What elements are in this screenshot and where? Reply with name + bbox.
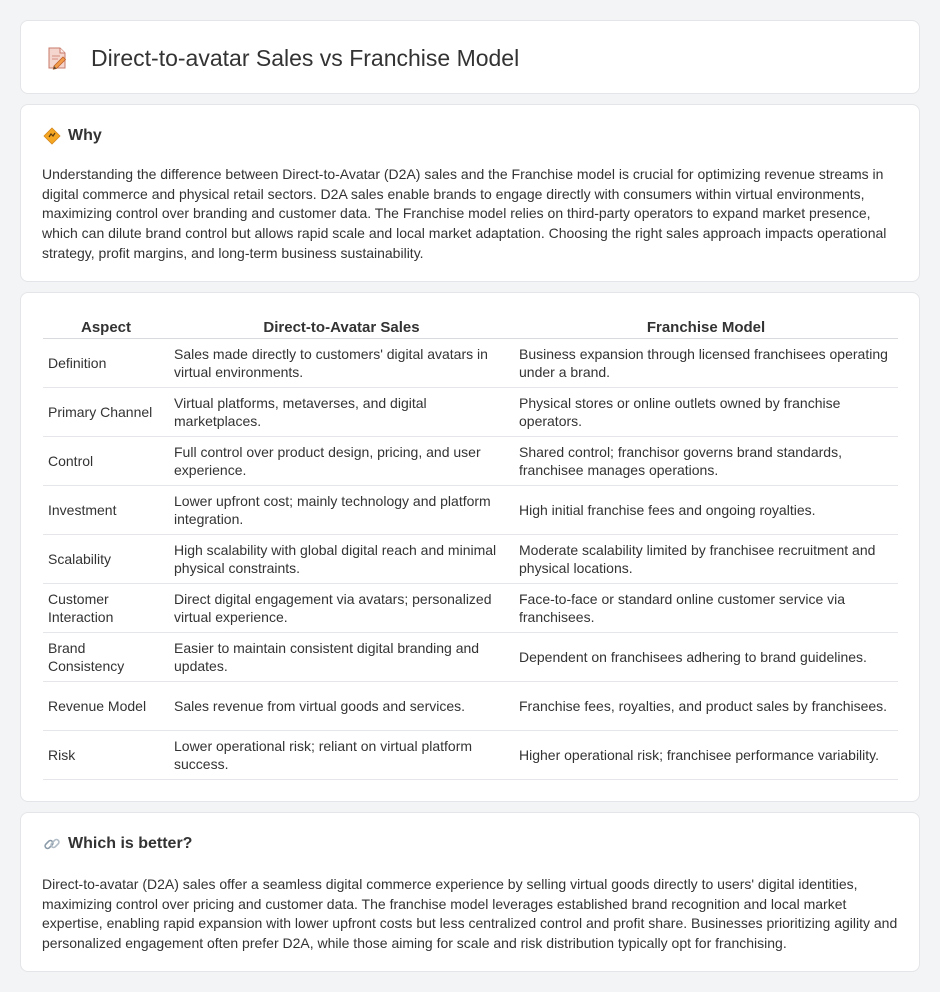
row-d2a: Easier to maintain consistent digital branding and updates. bbox=[169, 632, 514, 681]
row-franchise: Business expansion through licensed franchisees operating under a brand. bbox=[514, 338, 898, 387]
page-title: Direct-to-avatar Sales vs Franchise Model bbox=[91, 45, 520, 71]
why-heading: Why bbox=[68, 127, 102, 144]
row-aspect: Investment bbox=[43, 485, 169, 534]
table-header-row bbox=[43, 317, 898, 338]
table-row bbox=[43, 583, 898, 632]
row-d2a: Lower operational risk; reliant on virtual platform success. bbox=[169, 730, 514, 779]
why-text: Understanding the difference between Direct-to-Avatar (D2A) sales and the Franchise model is crucial for optimizing revenue streams in digital commerce and physical retail sectors. D2A sales enable brands to engage directly with consumers within virtual environments, maximizing control over branding and customer data. The Franchise model relies on third-party operators to expand market presence, which can dilute brand control but allows rapid scale and local market adaptation. Choosing the right sales approach impacts operational strategy, profit margins, and long-term business sustainability. bbox=[42, 166, 887, 261]
title-row bbox=[45, 43, 519, 73]
better-heading: Which is better? bbox=[68, 835, 193, 852]
table-row bbox=[43, 730, 898, 779]
row-aspect: Brand Consistency bbox=[43, 632, 169, 681]
table-row bbox=[43, 436, 898, 485]
row-franchise: Franchise fees, royalties, and product sales by franchisees. bbox=[514, 681, 898, 730]
better-text: Direct-to-avatar (D2A) sales offer a seamless digital commerce experience by selling virtual goods directly to users' digital identities, maximizing control over pricing and customer data. The franchise model leverages established brand recognition and local market expertise, enabling rapid expansion with lower upfront costs but less centralized control and profit share. Businesses prioritizing agility and personalized engagement often prefer D2A, while those aiming for scale and risk distribution typically opt for franchising. bbox=[42, 876, 898, 952]
comparison-card bbox=[20, 292, 920, 802]
table-row bbox=[43, 338, 898, 387]
row-franchise: High initial franchise fees and ongoing royalties. bbox=[514, 485, 898, 534]
why-card bbox=[20, 104, 920, 282]
link-icon bbox=[43, 835, 61, 853]
row-d2a: Full control over product design, pricing, and user experience. bbox=[169, 436, 514, 485]
better-header bbox=[43, 835, 192, 853]
why-header bbox=[43, 127, 102, 145]
header-franchise: Franchise Model bbox=[514, 317, 898, 338]
row-franchise: Moderate scalability limited by franchisee recruitment and physical locations. bbox=[514, 534, 898, 583]
row-aspect: Control bbox=[43, 436, 169, 485]
row-d2a: High scalability with global digital reach and minimal physical constraints. bbox=[169, 534, 514, 583]
better-card bbox=[20, 812, 920, 972]
row-franchise: Physical stores or online outlets owned by franchise operators. bbox=[514, 387, 898, 436]
header-d2a: Direct-to-Avatar Sales bbox=[169, 317, 514, 338]
row-d2a: Lower upfront cost; mainly technology and platform integration. bbox=[169, 485, 514, 534]
row-d2a: Sales revenue from virtual goods and services. bbox=[169, 681, 514, 730]
row-d2a: Virtual platforms, metaverses, and digital marketplaces. bbox=[169, 387, 514, 436]
table-row bbox=[43, 632, 898, 681]
table-row bbox=[43, 387, 898, 436]
row-franchise: Dependent on franchisees adhering to brand guidelines. bbox=[514, 632, 898, 681]
comparison-table bbox=[43, 317, 898, 780]
row-aspect: Primary Channel bbox=[43, 387, 169, 436]
row-franchise: Higher operational risk; franchisee performance variability. bbox=[514, 730, 898, 779]
row-aspect: Risk bbox=[43, 730, 169, 779]
row-franchise: Face-to-face or standard online customer service via franchisees. bbox=[514, 583, 898, 632]
diamond-sign-icon bbox=[43, 127, 61, 145]
row-aspect: Revenue Model bbox=[43, 681, 169, 730]
document-pencil-icon bbox=[45, 45, 69, 71]
table-row bbox=[43, 681, 898, 730]
title-card bbox=[20, 20, 920, 94]
row-franchise: Shared control; franchisor governs brand standards, franchisee manages operations. bbox=[514, 436, 898, 485]
table-row bbox=[43, 485, 898, 534]
header-aspect: Aspect bbox=[43, 317, 169, 338]
row-aspect: Customer Interaction bbox=[43, 583, 169, 632]
table-row bbox=[43, 534, 898, 583]
row-aspect: Scalability bbox=[43, 534, 169, 583]
row-aspect: Definition bbox=[43, 338, 169, 387]
row-d2a: Sales made directly to customers' digital avatars in virtual environments. bbox=[169, 338, 514, 387]
row-d2a: Direct digital engagement via avatars; personalized virtual experience. bbox=[169, 583, 514, 632]
